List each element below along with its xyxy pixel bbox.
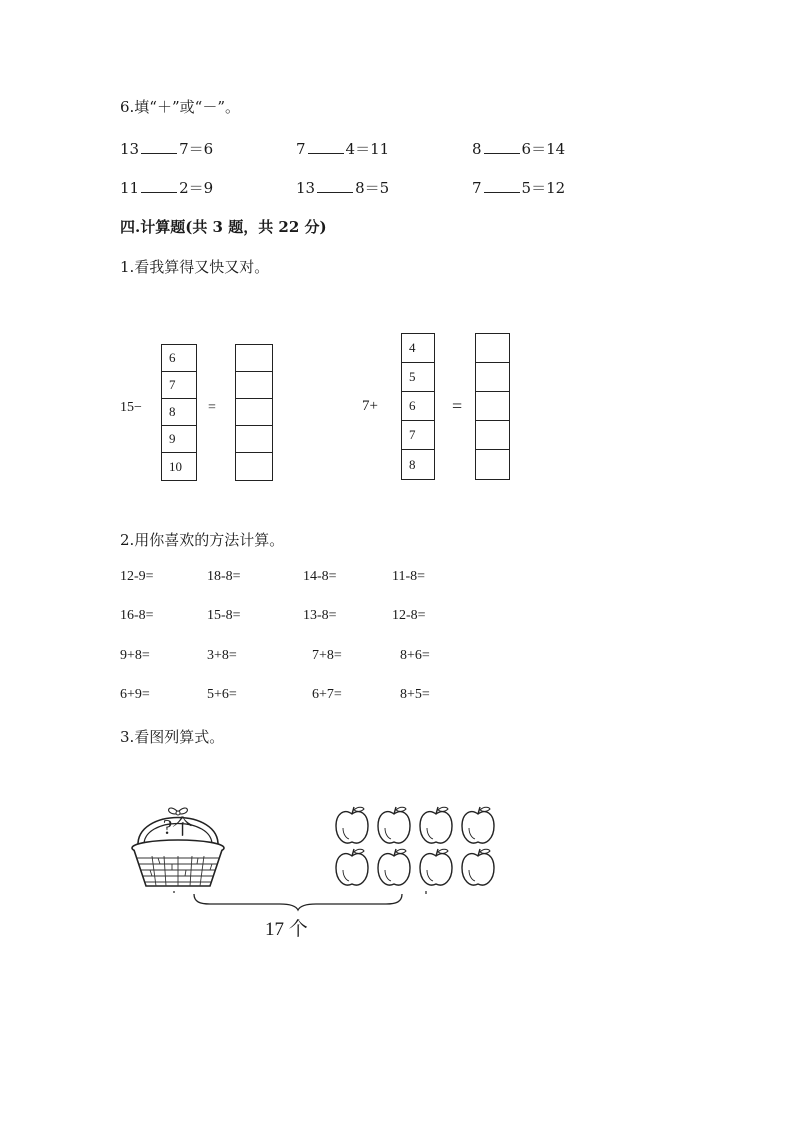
p3-title: 3.看图列算式。	[120, 728, 225, 746]
calc-expression: 14-8=	[303, 569, 337, 584]
calc-expression: 8+5=	[400, 687, 430, 702]
total-label: 17 个	[265, 919, 308, 940]
right-operator: 7+	[362, 398, 378, 414]
answer-cell[interactable]	[235, 452, 273, 481]
operand-a: 13	[296, 179, 316, 197]
operand-b: 5＝12	[521, 179, 566, 197]
calc-expression: 7+8=	[312, 648, 342, 663]
p1-title: 1.看我算得又快又对。	[120, 258, 270, 276]
answer-blank[interactable]	[317, 180, 353, 193]
apple-icon	[420, 849, 452, 885]
left-operator: 15−	[120, 400, 142, 415]
operand-a: 8	[472, 140, 482, 158]
operand-b: 6＝14	[521, 140, 566, 158]
basket-illustration	[128, 798, 228, 892]
equals-sign: =	[452, 396, 463, 416]
section-heading: 四.计算题(共 3 题，共 22 分)	[120, 218, 327, 236]
apple-icon	[420, 807, 452, 843]
operand-b: 2＝9	[179, 179, 214, 197]
answer-cell[interactable]	[235, 344, 273, 372]
fill-item	[472, 138, 565, 159]
apple-icon	[336, 849, 368, 885]
operand-b: 4＝11	[345, 140, 390, 158]
operand-a: 13	[120, 140, 140, 158]
answer-blank[interactable]	[308, 141, 344, 154]
answer-blank[interactable]	[484, 180, 520, 193]
total-brace	[170, 890, 432, 912]
number-cell: 6	[401, 391, 435, 421]
fill-item	[120, 177, 213, 198]
operand-a: 11	[120, 179, 140, 197]
number-cell: 8	[161, 398, 197, 426]
calc-expression: 9+8=	[120, 648, 150, 663]
calc-expression: 12-9=	[120, 569, 154, 584]
number-cell: 7	[401, 420, 435, 450]
answer-cell[interactable]	[235, 371, 273, 399]
answer-blank[interactable]	[141, 180, 177, 193]
calc-expression: 8+6=	[400, 648, 430, 663]
calc-expression: 5+6=	[207, 687, 237, 702]
calc-expression: 12-8=	[392, 608, 426, 623]
calc-expression: 6+9=	[120, 687, 150, 702]
calc-expression: 3+8=	[207, 648, 237, 663]
fill-item	[296, 138, 389, 159]
fill-item	[120, 138, 213, 159]
q6-title: 6.填“＋”或“－”。	[120, 98, 240, 116]
number-cell: 4	[401, 333, 435, 363]
number-cell: 8	[401, 449, 435, 480]
operand-b: 7＝6	[179, 140, 214, 158]
apple-icon	[378, 807, 410, 843]
apples-group	[330, 804, 504, 892]
calc-expression: 13-8=	[303, 608, 337, 623]
calc-expression: 16-8=	[120, 608, 154, 623]
apple-icon	[378, 849, 410, 885]
equals-sign: =	[208, 400, 216, 415]
calc-expression: 11-8=	[392, 569, 426, 584]
basket-label: ?个	[162, 815, 194, 839]
answer-cell[interactable]	[235, 398, 273, 426]
number-cell: 6	[161, 344, 197, 372]
answer-cell[interactable]	[475, 420, 510, 450]
number-cell: 10	[161, 452, 197, 481]
answer-blank[interactable]	[141, 141, 177, 154]
apple-icon	[336, 807, 368, 843]
answer-cell[interactable]	[475, 362, 510, 392]
answer-cell[interactable]	[475, 391, 510, 421]
answer-cell[interactable]	[475, 449, 510, 480]
operand-a: 7	[296, 140, 306, 158]
fill-item	[296, 177, 389, 198]
number-cell: 5	[401, 362, 435, 392]
answer-blank[interactable]	[484, 141, 520, 154]
apple-icon	[462, 849, 494, 885]
operand-b: 8＝5	[355, 179, 390, 197]
calc-expression: 15-8=	[207, 608, 241, 623]
answer-cell[interactable]	[475, 333, 510, 363]
p2-title: 2.用你喜欢的方法计算。	[120, 531, 285, 549]
number-cell: 9	[161, 425, 197, 453]
number-cell: 7	[161, 371, 197, 399]
calc-expression: 18-8=	[207, 569, 241, 584]
apple-icon	[462, 807, 494, 843]
calc-expression: 6+7=	[312, 687, 342, 702]
fill-item	[472, 177, 565, 198]
operand-a: 7	[472, 179, 482, 197]
answer-cell[interactable]	[235, 425, 273, 453]
